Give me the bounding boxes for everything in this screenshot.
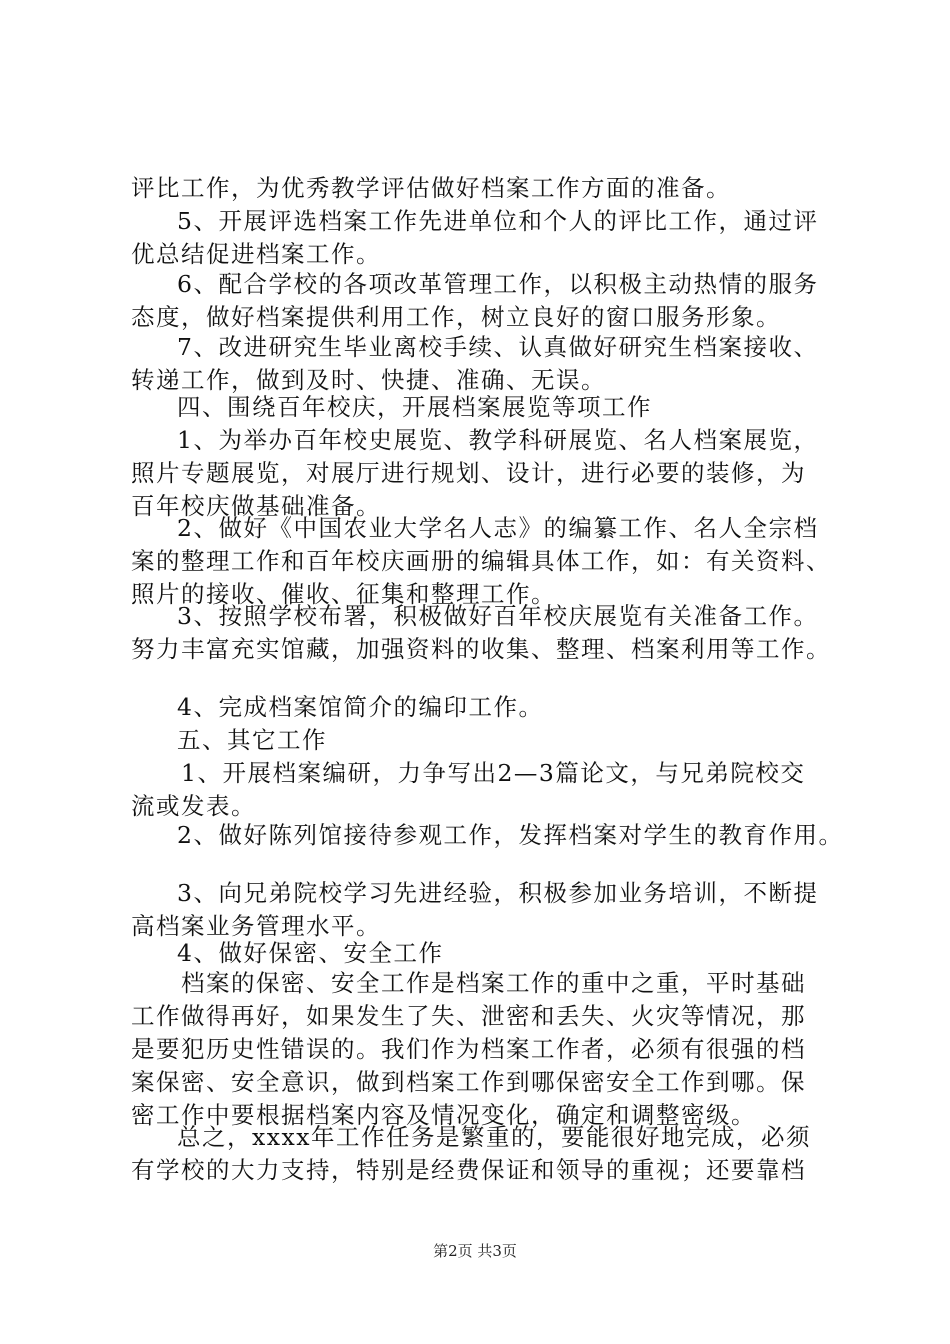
text-line: 7、改进研究生毕业离校手续、认真做好研究生档案接收、 [177,333,819,361]
paragraph-item-5 [131,205,851,271]
text-line: 4、完成档案馆简介的编印工作。 [177,693,544,721]
text-line: 流或发表。 [131,792,256,820]
text-line: 6、配合学校的各项改革管理工作，以积极主动热情的服务 [177,270,819,298]
paragraph-five-item-4 [131,937,851,970]
text-line: 案保密、安全意识，做到档案工作到哪保密安全工作到哪。保 [131,1068,806,1096]
text-line: 百年校庆做基础准备。 [131,492,381,520]
text-line: 密工作中要根据档案内容及情况变化，确定和调整密级。 [131,1101,756,1129]
paragraph-item-7 [131,331,851,397]
text-line: 1、开展档案编研，力争写出2—3篇论文，与兄弟院校交 [181,759,806,787]
section-heading-five [131,724,851,757]
text-line: 高档案业务管理水平。 [131,912,381,940]
text-line: 努力丰富充实馆藏，加强资料的收集、整理、档案利用等工作。 [131,635,831,663]
paragraph-five-item-1 [131,757,851,823]
paragraph-four-item-4 [131,691,851,724]
paragraph-five-item-3 [131,877,851,943]
text-line: 3、向兄弟院校学习先进经验，积极参加业务培训，不断提 [177,879,819,907]
text-line: 照片的接收、催收、征集和整理工作。 [131,580,556,608]
text-line: 档案的保密、安全工作是档案工作的重中之重，平时基础 [181,969,806,997]
text-line: 2、做好《中国农业大学名人志》的编纂工作、名人全宗档 [177,514,819,542]
text-line: 总之，xxxx年工作任务是繁重的，要能很好地完成，必须 [177,1123,812,1151]
text-line: 5、开展评选档案工作先进单位和个人的评比工作，通过评 [177,207,819,235]
paragraph-item-6 [131,268,851,334]
text-line: 优总结促进档案工作。 [131,240,381,268]
text-line: 1、为举办百年校史展览、教学科研展览、名人档案展览， [177,426,819,454]
section-heading-four [131,391,851,424]
text-line: 工作做得再好，如果发生了失、泄密和丢失、火灾等情况，那 [131,1002,806,1030]
text-line: 4、做好保密、安全工作 [177,939,444,967]
paragraph-four-item-1 [131,424,851,523]
text-line: 是要犯历史性错误的。我们作为档案工作者，必须有很强的档 [131,1035,806,1063]
paragraph-four-item-2 [131,512,851,611]
text-line: 案的整理工作和百年校庆画册的编辑具体工作，如：有关资料、 [131,547,831,575]
text-line: 态度，做好档案提供利用工作，树立良好的窗口服务形象。 [131,303,781,331]
text-line: 3、按照学校布署，积极做好百年校庆展览有关准备工作。 [177,602,819,630]
text-line: 评比工作，为优秀教学评估做好档案工作方面的准备。 [131,174,731,202]
text-line: 2、做好陈列馆接待参观工作，发挥档案对学生的教育作用。 [177,821,844,849]
text-line: 转递工作，做到及时、快捷、准确、无误。 [131,366,606,394]
paragraph-security [131,967,851,1132]
paragraph-summary [131,1121,851,1187]
paragraph-four-item-3 [131,600,851,666]
text-line: 有学校的大力支持，特别是经费保证和领导的重视；还要靠档 [131,1156,806,1184]
paragraph-five-item-2 [131,819,851,852]
text-line: 照片专题展览，对展厅进行规划、设计，进行必要的装修，为 [131,459,806,487]
section-heading: 五、其它工作 [177,726,327,754]
paragraph-continuation [131,172,851,205]
page-number-footer: 第2页 共3页 [433,1242,517,1260]
section-heading: 四、围绕百年校庆，开展档案展览等项工作 [177,393,652,421]
